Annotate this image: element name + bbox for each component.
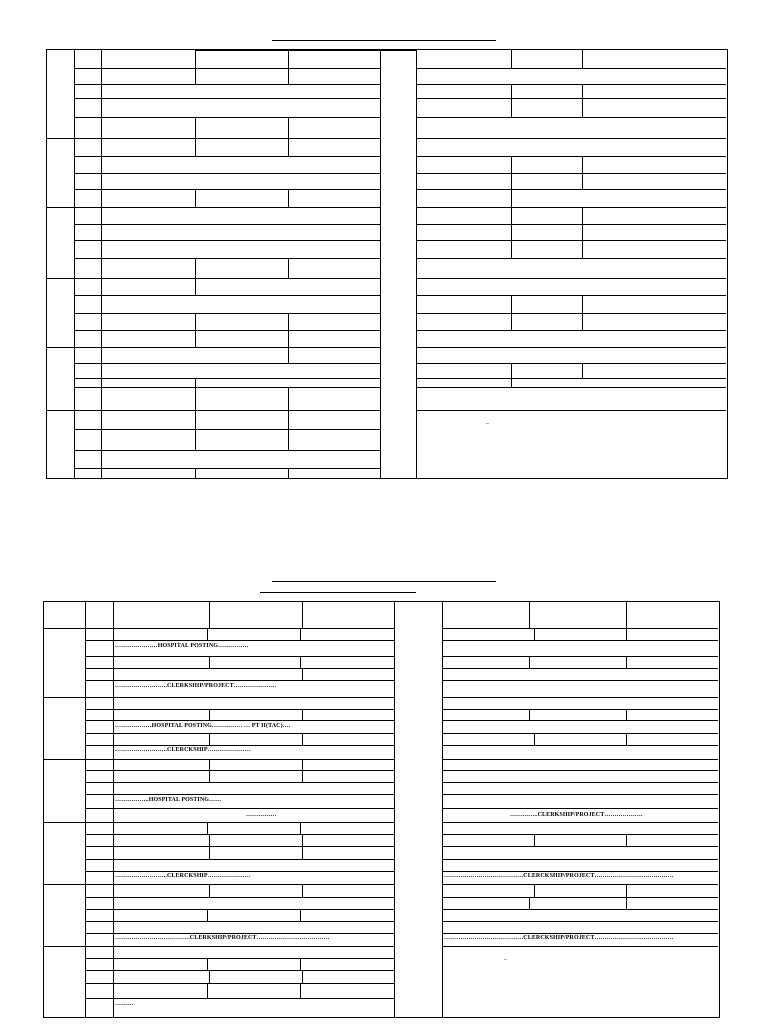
- clerkship-label: ……………………..CLERCKSHIP…………………: [115, 747, 251, 753]
- hospital-posting-pt-label: ………………HOSPITAL POSTING…………… … PT II(TAC)….: [115, 723, 291, 729]
- hospital-posting-label-2: ……………..HOSPITAL POSTING……: [115, 797, 222, 803]
- top-col-period: [101, 49, 102, 478]
- top-col-day: [74, 49, 75, 478]
- top-title-underline: [272, 40, 496, 41]
- bottom-subtitle-underline: [260, 592, 416, 593]
- bottom-schedule-table: [43, 601, 720, 1018]
- top-col-lunch-right: [416, 49, 417, 478]
- top-col-lunch-left: [380, 49, 381, 478]
- clerkship-label-2: ……………………..CLERCKSHIP…………………: [115, 873, 251, 879]
- clerkship-right-label-2: …………………………………CLERCKSHIP/PROJECT…………………………………: [444, 873, 674, 879]
- top-schedule-table: [46, 49, 728, 479]
- hospital-posting-label: …………………HOSPITAL POSTING……………: [115, 643, 249, 649]
- bottom-title-underline: [272, 581, 496, 582]
- clerkship-project-right-label: …………..CLERKSHIP/PROJECT……………….: [510, 812, 643, 818]
- bottom-col-day: [85, 601, 86, 1017]
- dots-short-label: ……………: [246, 812, 277, 818]
- bottom-col-lunch-right: [442, 601, 443, 1017]
- top-table-top-thick: [196, 49, 416, 51]
- bottom-col-lunch-left: [394, 601, 395, 1017]
- bottom-dash-mark: –: [504, 957, 507, 963]
- dots-end-label: ………: [115, 1001, 134, 1007]
- top-dash-mark: –: [486, 421, 489, 427]
- clerkship-project-label: ……………………..CLERKSHIP/PROJECT…………………: [115, 683, 277, 689]
- clerkship-right-label-3: …………………………………CLERCKSHIP/PROJECT…………………………………: [444, 935, 674, 941]
- clerkship-project-label-2: ……………………………….CLERKSHIP/PROJECT………………………………: [115, 935, 330, 941]
- bottom-col-period: [113, 601, 114, 1017]
